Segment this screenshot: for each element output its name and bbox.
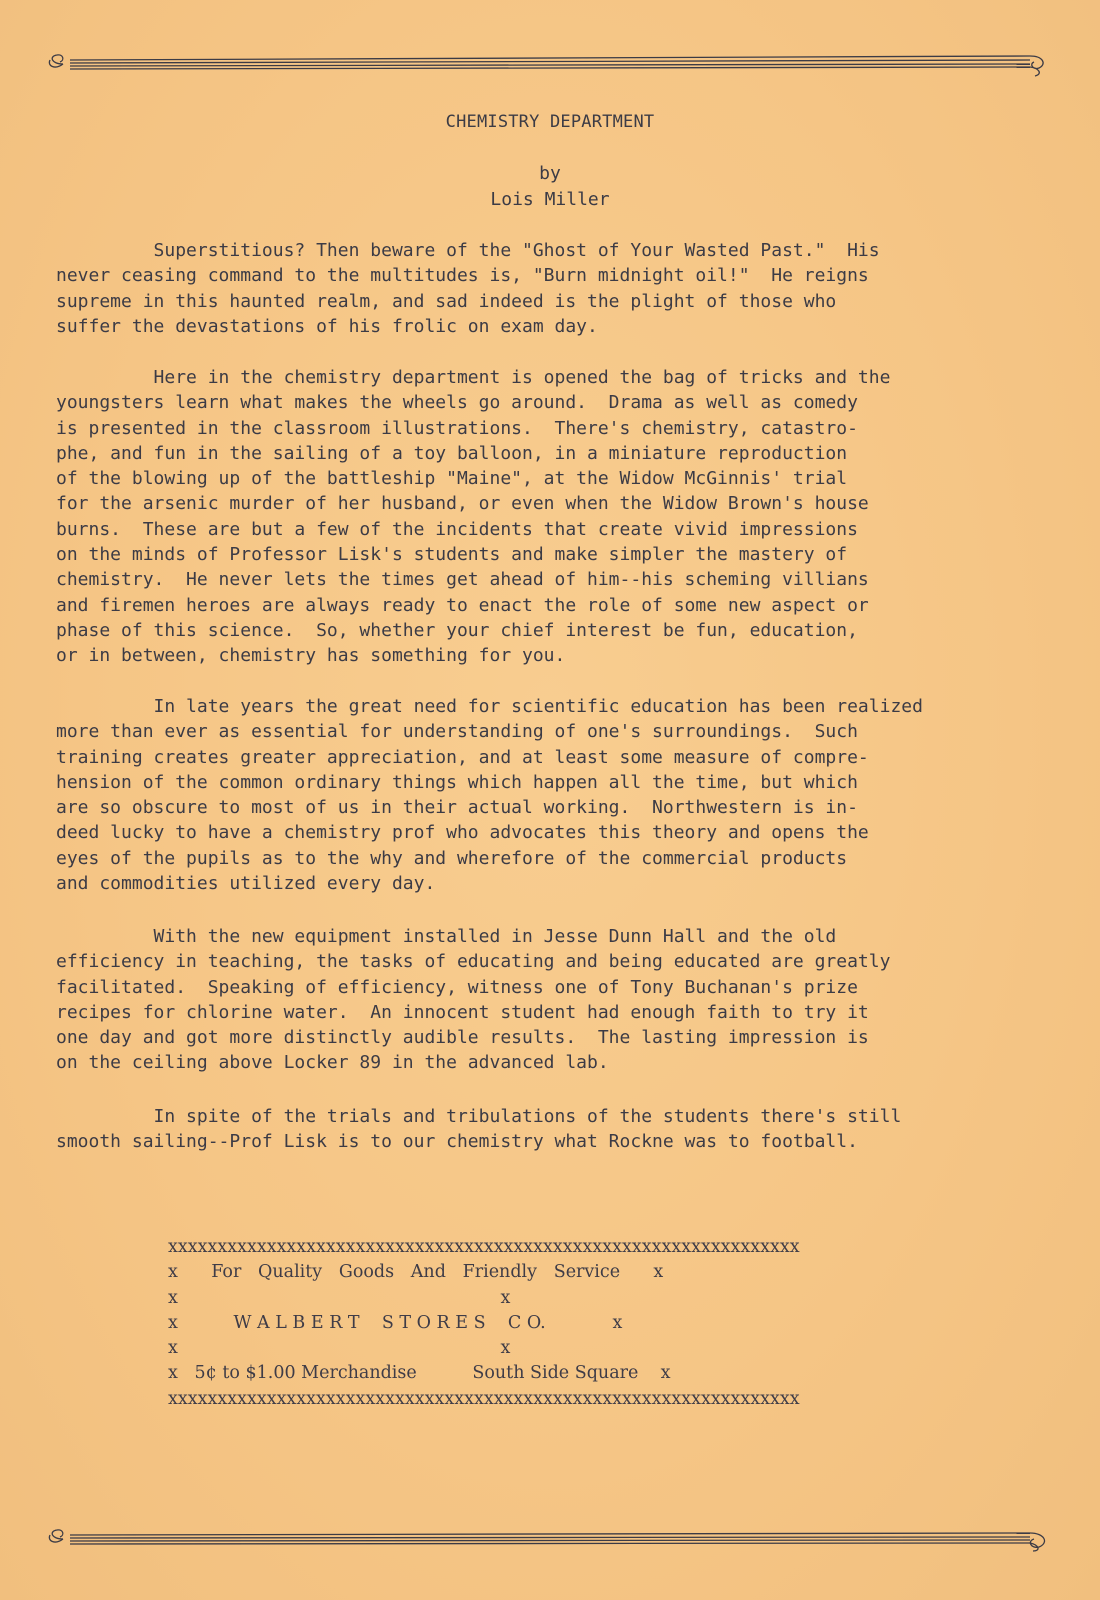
paragraph-4: With the new equipment installed in Jesse Dunn Hall and the old efficiency in teaching, the tasks of educating and being educated are greatly facilitated. Speaking of efficiency, witness one of Tony Buchanan's prize recipes for chlorine water. An innocent student had enough faith to try it one day and got more distinctly audible results. The lasting impression is on the ceiling above Locker 89 in the advanced lab. bbox=[56, 926, 891, 1074]
paragraph-1: Superstitious? Then beware of the "Ghost of Your Wasted Past." His never ceasing command to the multitudes is, "Burn midnight oil!" He reigns supreme in this haunted realm, and sad indeed is the plight of those who suffer the devastations of his frolic on exam day. bbox=[56, 240, 880, 337]
paragraph-2: Here in the chemistry department is opened the bag of tricks and the youngsters learn what makes the wheels go around. Drama as well as comedy is presented in the classroom illustrations. There's chemistry, catastro- phe, and fun in the sailing of a toy balloon, in a miniature reproduction of the blowing up of the battleship "Maine", at the Widow McGinnis' trial for the arsenic murder of her husband, or even when the Widow Brown's house burns. These are but a few of the incidents that create vivid impressions on the minds of Professor Lisk's students and make simpler the mastery of chemistry. He never lets the times get ahead of him--his scheming villians and firemen heroes are always ready to enact the role of some new aspect or phase of this science. So, whether your chief interest be fun, education, or in between, chemistry has something for you. bbox=[56, 367, 891, 667]
bottom-decorative-rule bbox=[45, 1525, 1055, 1553]
top-decorative-rule bbox=[45, 50, 1055, 78]
page-title: CHEMISTRY DEPARTMENT bbox=[445, 112, 655, 132]
author-name: Lois Miller bbox=[490, 189, 610, 210]
paragraph-5: In spite of the trials and tribulations of the students there's still smooth sailing--Prof Lisk is to our chemistry what Rockne was to football. bbox=[56, 1106, 902, 1153]
walbert-stores-advertisement: xxxxxxxxxxxxxxxxxxxxxxxxxxxxxxxxxxxxxxxxxxxxxxxxxxxxxxxxxxxxxxxx x For Quality Goods And Friendly Service x x x x W A L B E R T S T O R E S C O. x x x x 5¢ to $1.00 Merchandise South Side Square x xxxxxxxxxxxxxxxxxxxxxxxxxxxxxxxxxxxxxxxxxxxxxxxxxxxxxxxxxxxxxxxx bbox=[168, 1237, 800, 1409]
byline-by: by bbox=[539, 163, 561, 184]
paragraph-3: In late years the great need for scientific education has been realized more than ever as essential for understanding of one's surroundings. Such training creates greater appreciation, and at least some measure of compre- hension of the common ordinary things which happen all the time, but which are so obscure to most of us in their actual working. Northwestern is in- deed lucky to have a chemistry prof who advocates this theory and opens the eyes of the pupils as to the why and wherefore of the commercial products and commodities utilized every day. bbox=[56, 696, 923, 895]
